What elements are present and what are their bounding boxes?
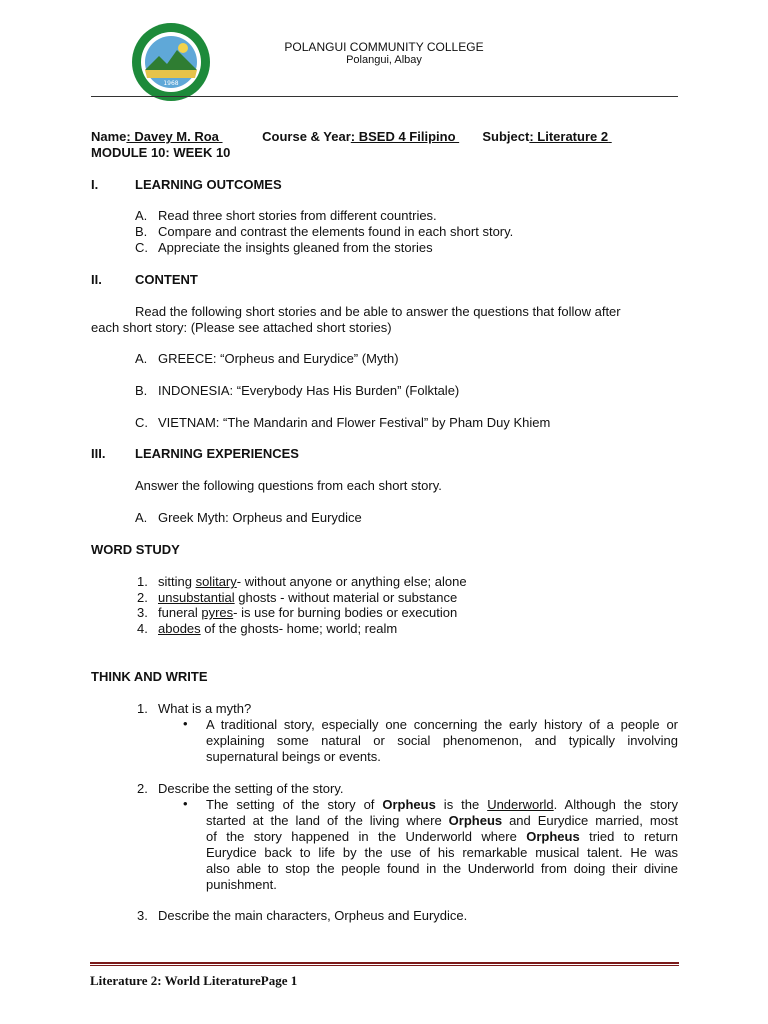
college-name: POLANGUI COMMUNITY COLLEGE: [284, 40, 484, 54]
footer-rule: [90, 962, 679, 966]
word-study-3-word: pyres: [201, 605, 234, 620]
name-label: Name: [91, 129, 127, 144]
name-blank: [219, 129, 255, 144]
word-study-4-post: of the ghosts- home; world; realm: [200, 621, 398, 636]
name-value: : Davey M. Roa: [126, 129, 219, 144]
outcome-c-letter: C.: [135, 240, 148, 255]
college-location: Polangui, Albay: [346, 54, 422, 66]
experiences-intro: Answer the following questions from each short story.: [135, 478, 442, 493]
word-study-1-word: solitary: [195, 574, 237, 589]
answer-2-line-6: punishment.: [206, 877, 277, 892]
story-c-text: VIETNAM: “The Mandarin and Flower Festival” by Pham Duy Khiem: [158, 415, 551, 430]
answer-1-line-2: explaining some natural or social phenomenon, and typically involving: [206, 733, 678, 748]
answer-2-l1-mid: is the: [435, 797, 488, 812]
answer-2-line-5: also able to stop the people found in the Underworld from doing their divine: [206, 861, 678, 876]
experience-a-text: Greek Myth: Orpheus and Eurydice: [158, 510, 362, 525]
section-3-title: LEARNING EXPERIENCES: [135, 446, 299, 461]
answer-1-line-1: A traditional story, especially one concerning the early history of a people or: [206, 717, 678, 732]
question-1: What is a myth?: [158, 701, 252, 716]
word-study-3-post: - is use for burning bodies or execution: [233, 605, 458, 620]
content-paragraph-line-1: Read the following short stories and be able to answer the questions that follow after: [135, 304, 621, 319]
section-3-number: III.: [91, 446, 106, 461]
word-study-item-3: [158, 605, 457, 620]
answer-1-bullet: •: [183, 716, 188, 731]
answer-2-orpheus-1: Orpheus: [382, 797, 436, 812]
answer-2-line-3: [206, 829, 678, 845]
outcome-a-text: Read three short stories from different countries.: [158, 208, 437, 223]
word-study-title: WORD STUDY: [91, 542, 180, 557]
outcome-a-letter: A.: [135, 208, 148, 223]
subject-value: : Literature 2: [529, 129, 609, 144]
answer-2-l3-pre: of the story happened in the Underworld where: [206, 829, 527, 844]
question-2: Describe the setting of the story.: [158, 781, 344, 796]
word-study-2-num: 2.: [137, 590, 148, 605]
answer-2-bullet: •: [183, 796, 188, 811]
answer-2-underworld: Underworld: [487, 797, 554, 812]
answer-2-l1-pre: The setting of the story of: [206, 797, 383, 812]
question-1-num: 1.: [137, 701, 148, 716]
answer-2: [206, 797, 678, 893]
page-footer: Literature 2: World LiteraturePage 1: [90, 973, 298, 988]
story-a-letter: A.: [135, 351, 148, 366]
word-study-1-num: 1.: [137, 574, 148, 589]
answer-2-l2-pre: started at the land of the living where: [206, 813, 449, 828]
content-paragraph-line-2: each short story: (Please see attached short stories): [91, 320, 392, 335]
answer-1: [206, 717, 678, 765]
section-2-title: CONTENT: [135, 272, 198, 287]
question-3-num: 3.: [137, 908, 148, 923]
outcome-b-letter: B.: [135, 224, 148, 239]
answer-2-l3-post: tried to return: [579, 829, 678, 844]
course-value: : BSED 4 Filipino: [350, 129, 456, 144]
outcome-b-text: Compare and contrast the elements found in each short story.: [158, 224, 514, 239]
question-2-num: 2.: [137, 781, 148, 796]
word-study-3-num: 3.: [137, 605, 148, 620]
word-study-2-word: unsubstantial: [158, 590, 235, 605]
word-study-item-2: [158, 590, 457, 605]
story-a-text: GREECE: “Orpheus and Eurydice” (Myth): [158, 351, 399, 366]
student-info-row: [91, 129, 616, 144]
word-study-4-word: abodes: [158, 621, 201, 636]
word-study-4-num: 4.: [137, 621, 148, 636]
word-study-3-pre: funeral: [158, 605, 202, 620]
word-study-1-post: - without anyone or anything else; alone: [236, 574, 467, 589]
answer-2-line-1: [206, 797, 678, 813]
subject-label: Subject: [482, 129, 530, 144]
course-label: Course & Year: [262, 129, 351, 144]
word-study-item-4: [158, 621, 397, 636]
think-write-title: THINK AND WRITE: [91, 669, 208, 684]
word-study-2-post: ghosts - without material or substance: [234, 590, 458, 605]
answer-2-line-2: [206, 813, 678, 829]
answer-2-line-4: Eurydice back to life by the use of his remarkable musical talent. He was: [206, 845, 678, 860]
course-blank: [456, 129, 472, 144]
word-study-item-1: [158, 574, 467, 589]
story-c-letter: C.: [135, 415, 148, 430]
answer-2-orpheus-3: Orpheus: [526, 829, 580, 844]
word-study-1-pre: sitting: [158, 574, 196, 589]
section-1-number: I.: [91, 177, 99, 192]
story-b-text: INDONESIA: “Everybody Has His Burden” (Folktale): [158, 383, 460, 398]
question-3: Describe the main characters, Orpheus and Eurydice.: [158, 908, 468, 923]
story-b-letter: B.: [135, 383, 148, 398]
header-rule: [91, 96, 678, 97]
outcome-c-text: Appreciate the insights gleaned from the stories: [158, 240, 433, 255]
logo-year: 1968: [163, 80, 179, 87]
module-title: MODULE 10: WEEK 10: [91, 145, 231, 160]
experience-a-letter: A.: [135, 510, 148, 525]
answer-2-orpheus-2: Orpheus: [448, 813, 503, 828]
section-2-number: II.: [91, 272, 102, 287]
section-1-title: LEARNING OUTCOMES: [135, 177, 282, 192]
answer-2-l2-post: and Eurydice married, most: [502, 813, 678, 828]
subject-blank: [608, 129, 616, 144]
answer-1-line-3: supernatural beings or events.: [206, 749, 381, 764]
answer-2-l1-post: . Although the story: [553, 797, 679, 812]
